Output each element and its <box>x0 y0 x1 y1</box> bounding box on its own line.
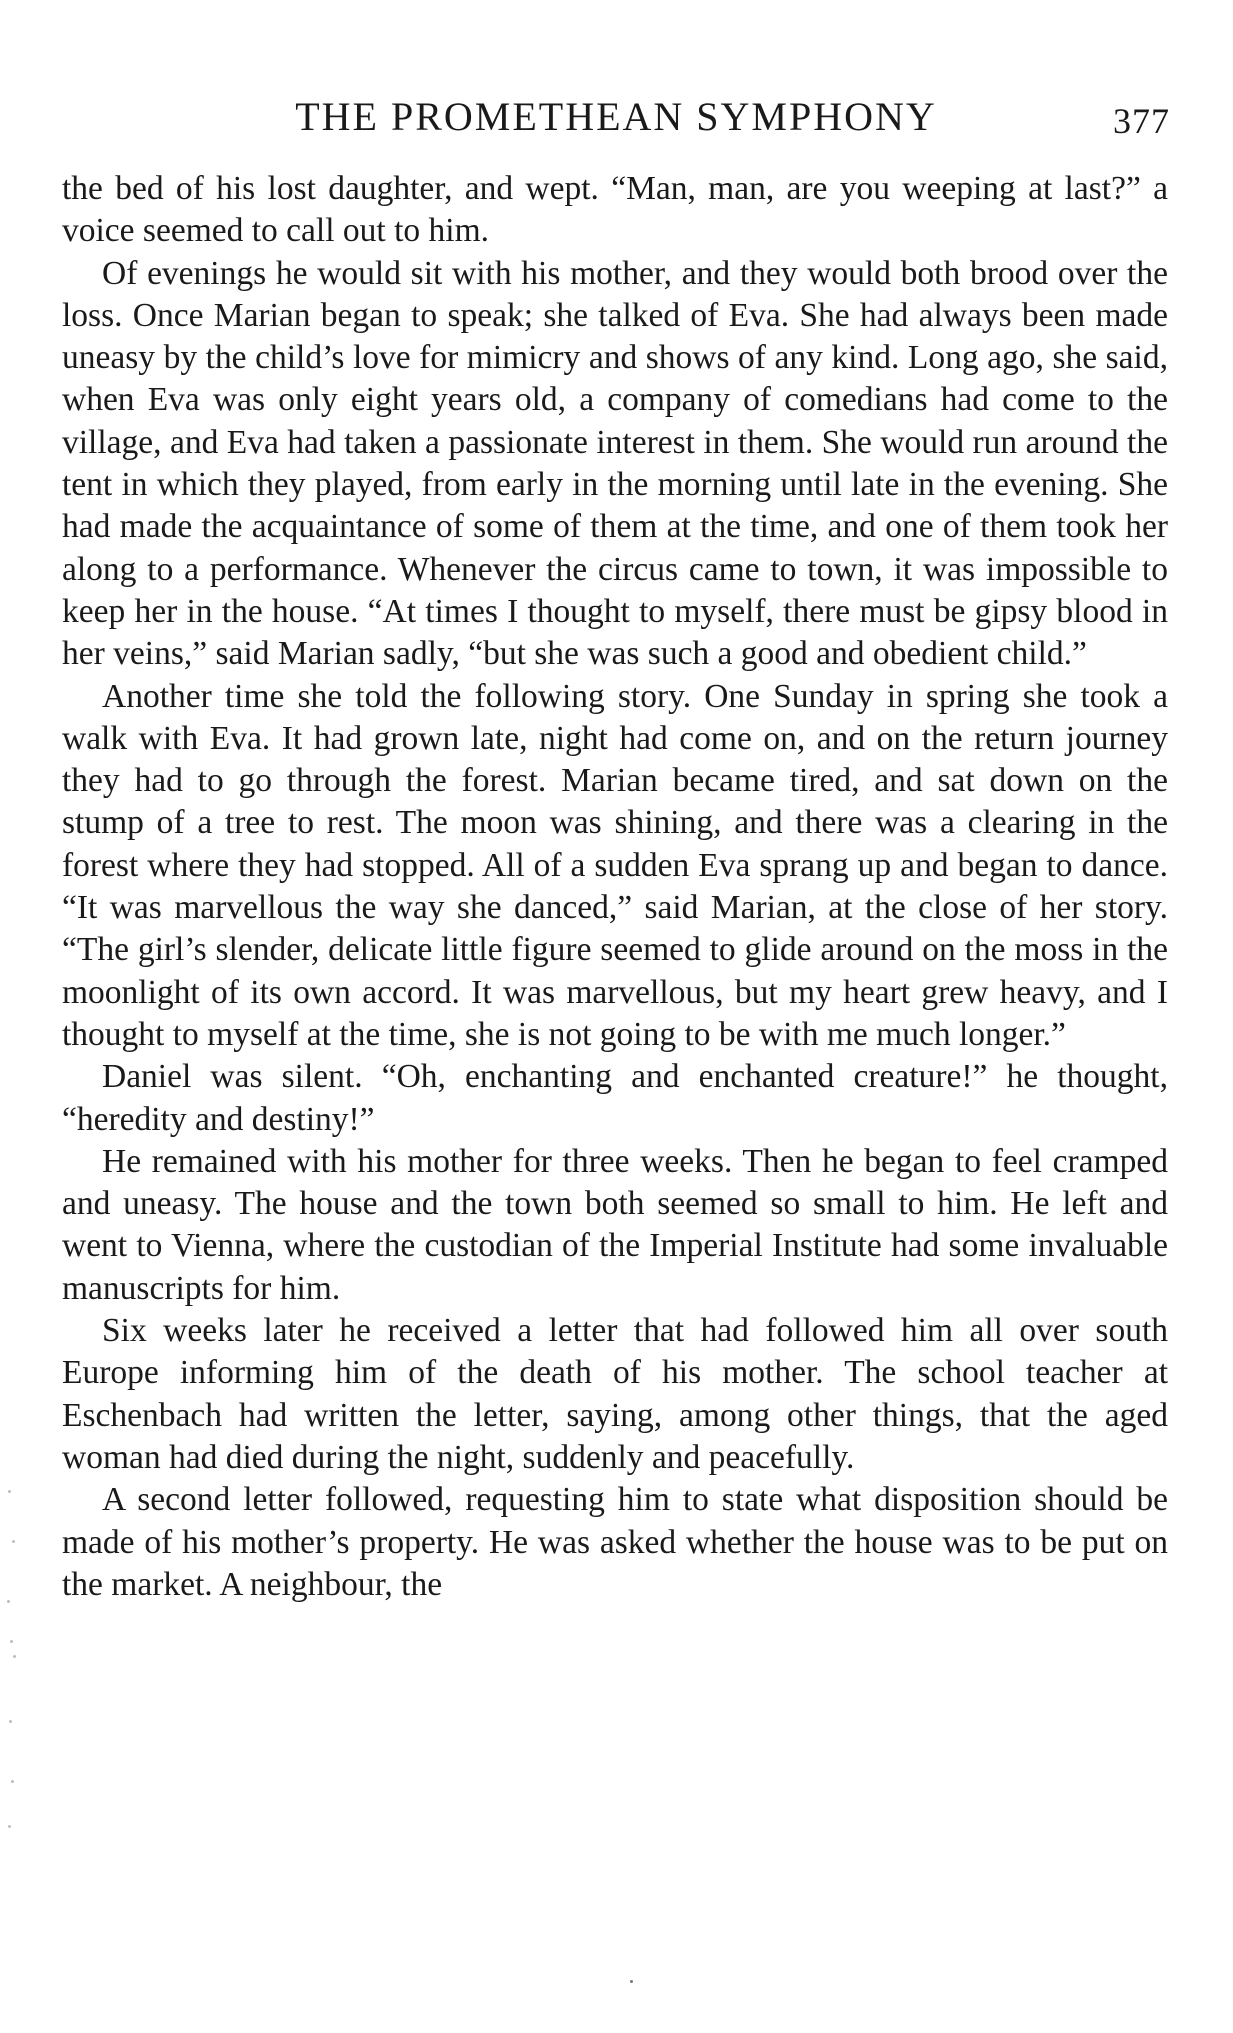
bottom-mark <box>630 1980 633 1983</box>
paragraph-5: He remained with his mother for three weeks. Then he began to feel cramped and uneasy. The house and the town both seemed so small to him. He left and went to Vienna, where the custodian of the Imperial Institute had some invaluable manuscripts for him. <box>62 1142 1168 1307</box>
speck <box>13 1655 16 1658</box>
paragraph-7: A second letter followed, requesting him to state what disposition should be made of his mother’s property. He was asked whether the house was to be put on the market. A neighbour, the <box>62 1481 1168 1603</box>
speck <box>9 1720 12 1723</box>
speck <box>7 1600 10 1603</box>
running-title: THE PROMETHEAN SYMPHONY <box>295 94 937 139</box>
speck <box>11 1780 14 1783</box>
paragraph-2: Of evenings he would sit with his mother, and they would both brood over the loss. Once Marian began to speak; she talked of Eva. She had always been made uneasy by the child’s love for mimicry and shows of any kind. Long ago, she said, when Eva was only eight years old, a company of comedians had come to the village, and Eva had taken a passionate interest in them. She would run around the tent in which they played, from early in the morning until late in the evening. She had made the acquaintance of some of them at the time, and one of them took her along to a performance. Whenever the circus came to town, it was impossible to keep her in the house. “At times I thought to myself, there must be gipsy blood in her veins,” said Marian sadly, “but she was such a good and obedient child.” <box>62 254 1168 673</box>
body-text <box>62 168 1168 1606</box>
paragraph-6: Six weeks later he received a letter that had followed him all over south Europe informing him of the death of his mother. The school teacher at Eschenbach had written the letter, saying, among other things, that the aged woman had died during the night, suddenly and peacefully. <box>62 1312 1168 1476</box>
speck <box>8 1490 11 1493</box>
running-head <box>62 92 1170 142</box>
speck <box>8 1825 11 1828</box>
margin-specks <box>4 1480 18 1840</box>
speck <box>10 1640 13 1643</box>
paragraph-1: the bed of his lost daughter, and wept. “Man, man, are you weeping at last?” a voice seemed to call out to him. <box>62 170 1168 250</box>
paragraph-4: Daniel was silent. “Oh, enchanting and enchanted creature!” he thought, “heredity and destiny!” <box>62 1058 1168 1138</box>
speck <box>12 1540 15 1543</box>
paragraph-3: Another time she told the following story. One Sunday in spring she took a walk with Eva. It had grown late, night had come on, and on the return journey they had to go through the forest. Marian became tired, and sat down on the stump of a tree to rest. The moon was shining, and there was a clearing in the forest where they had stopped. All of a sudden Eva sprang up and began to dance. “It was marvellous the way she danced,” said Marian, at the close of her story. “The girl’s slender, delicate little figure seemed to glide around on the moss in the moonlight of its own accord. It was marvellous, but my heart grew heavy, and I thought to myself at the time, she is not going to be with me much longer.” <box>62 677 1168 1053</box>
page-number: 377 <box>1113 101 1170 141</box>
